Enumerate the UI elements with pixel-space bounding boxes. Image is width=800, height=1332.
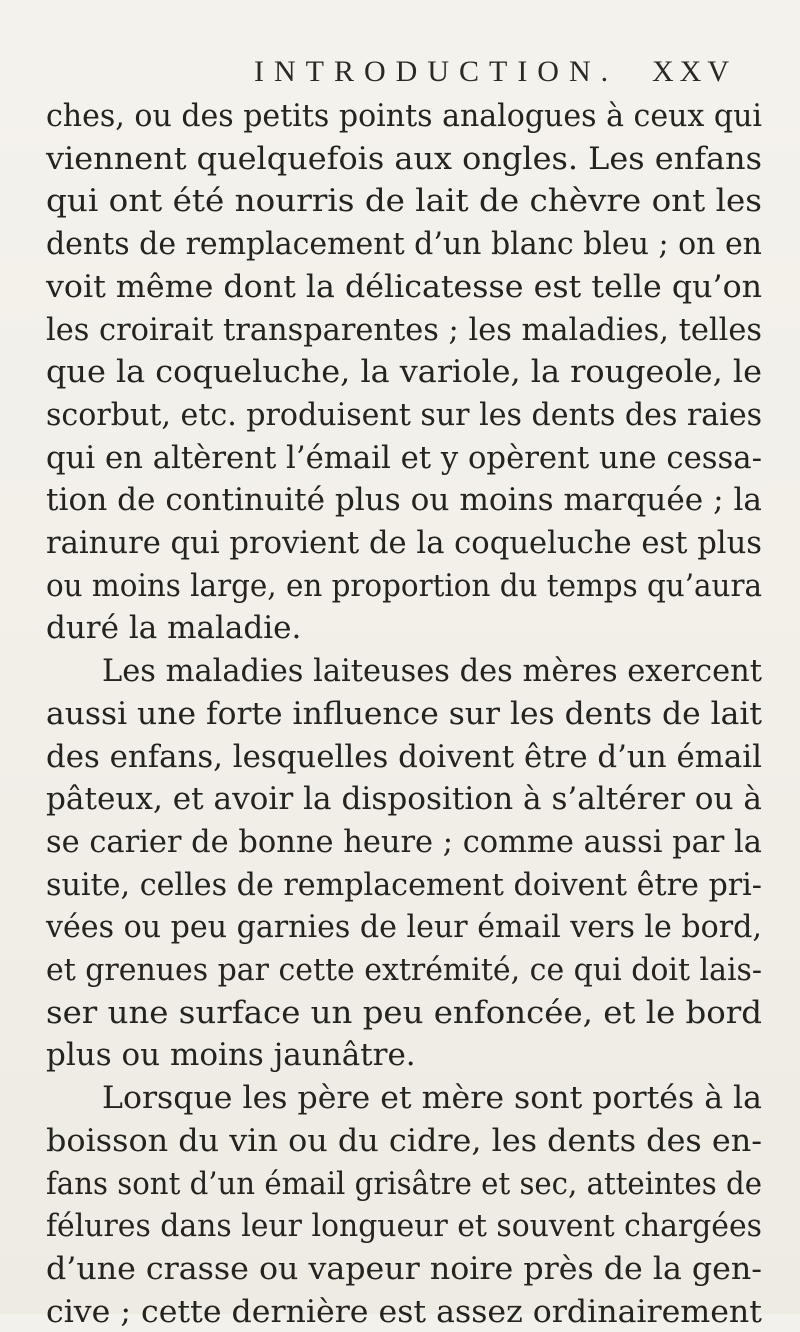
text-line: qui en altèrent l’émail et y opèrent une cessa- (46, 439, 762, 476)
text-line: se carier de bonne heure ; comme aussi par la (46, 823, 762, 860)
text-line: d’une crasse ou vapeur noire près de la gen- (46, 1250, 763, 1287)
text-line: plus ou moins jaunâtre. (46, 1037, 416, 1074)
text-line: duré la maladie. (46, 610, 302, 647)
text-line: Les maladies laiteuses des mères exercent (102, 653, 763, 690)
text-line: que la coqueluche, la variole, la rougeole, le (46, 354, 763, 391)
text-line: qui ont été nourris de lait de chèvre ont les (46, 183, 763, 220)
text-line: suite, celles de remplacement doivent être pri- (46, 866, 763, 903)
running-head (0, 54, 800, 94)
text-line: ches, ou des petits points analogues à ceux qui (46, 98, 763, 134)
text-line: vées ou peu garnies de leur émail vers le bord, (46, 909, 762, 946)
text-line: ser une surface un peu enfoncée, et le bord (46, 994, 763, 1031)
text-line: scorbut, etc. produisent sur les dents des raies (46, 396, 763, 433)
running-title: INTRODUCTION. (254, 55, 619, 88)
text-line: des enfans, lesquelles doivent être d’un émail (46, 738, 763, 775)
text-line: félures dans leur longueur et souvent chargées (46, 1208, 762, 1245)
page-number: XXV (652, 55, 735, 88)
text-line: tion de continuité plus ou moins marquée ; la (46, 482, 762, 519)
text-line: cive ; cette dernière est assez ordinairement (46, 1293, 762, 1330)
text-line: fans sont d’un émail grisâtre et sec, atteintes de (46, 1165, 763, 1202)
text-line: dents de remplacement d’un blanc bleu ; on en (46, 226, 762, 263)
text-line: rainure qui provient de la coqueluche est plus (46, 525, 762, 561)
text-line: viennent quelquefois aux ongles. Les enfans (46, 140, 762, 177)
text-line: et grenues par cette extrémité, ce qui doit lais- (46, 952, 763, 988)
text-line: aussi une forte influence sur les dents de lait (46, 695, 763, 732)
text-line: voit même dont la délicatesse est telle qu’on (46, 268, 763, 305)
text-line: pâteux, et avoir la disposition à s’altérer ou à (46, 781, 762, 818)
text-line: les croirait transparentes ; les maladies, telles (46, 311, 762, 348)
text-line: boisson du vin ou du cidre, les dents des en- (46, 1122, 763, 1159)
text-line: Lorsque les père et mère sont portés à la (102, 1080, 762, 1117)
text-line: ou moins large, en proportion du temps qu’aura (46, 567, 763, 604)
